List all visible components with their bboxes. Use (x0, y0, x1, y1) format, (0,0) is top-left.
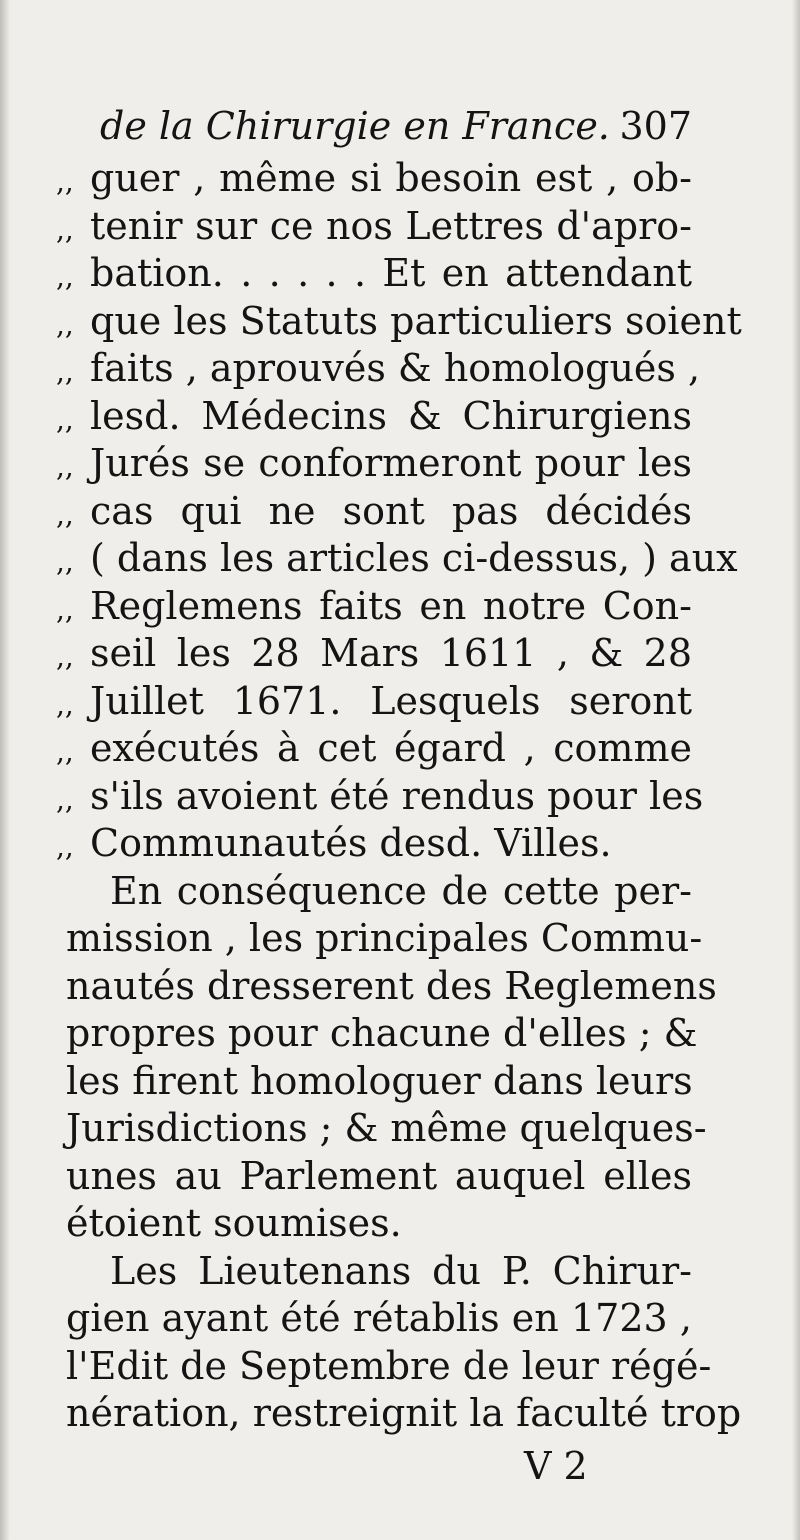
quote-mark: ,, (56, 402, 74, 436)
quoted-line (56, 820, 692, 868)
quoted-line-text: bation. . . . . . Et en attendant (90, 251, 692, 295)
quote-mark: ,, (56, 640, 74, 673)
paragraph-1-line (56, 1200, 692, 1248)
quoted-line (56, 535, 738, 583)
quoted-line-text: seil les 28 Mars 1611 , & 28 (90, 631, 692, 675)
paragraph-1-line (56, 1010, 698, 1058)
paragraph-line-text: unes au Parlement auquel elles (66, 1153, 692, 1198)
page-edge-left (0, 0, 10, 1540)
quote-mark: ,, (56, 830, 74, 863)
quoted-line (56, 393, 692, 441)
paragraph-1-line (56, 1105, 707, 1153)
quoted-line (56, 725, 692, 773)
quoted-line-text: Reglemens faits en notre Con- (90, 583, 692, 628)
quoted-line-text: cas qui ne sont pas décidés (90, 488, 692, 533)
text-block (56, 155, 742, 1438)
signature-mark: V 2 (524, 1444, 588, 1488)
paragraph-line-text: mission , les principales Commu- (66, 916, 703, 960)
paragraph-line-text: propres pour chacune d'elles ; & (66, 1011, 698, 1055)
paragraph-1-line (56, 963, 717, 1011)
paragraph-line-text: les firent homologuer dans leurs (66, 1058, 693, 1103)
paragraph-1-line (56, 868, 692, 916)
quoted-line (56, 583, 692, 631)
quoted-line (56, 440, 692, 488)
quote-mark: ,, (56, 497, 74, 531)
paragraph-1-line (56, 915, 703, 963)
paragraph-line-text: nération, restreignit la faculté trop (66, 1391, 742, 1435)
quote-mark: ,, (56, 545, 74, 578)
page-number: 307 (619, 104, 692, 148)
quoted-line (56, 678, 692, 726)
paragraph-line-text: étoient soumises. (66, 1201, 402, 1245)
quote-mark: ,, (56, 260, 74, 293)
quote-mark: ,, (56, 735, 74, 768)
quoted-line-text: tenir sur ce nos Lettres d'apro- (90, 203, 692, 248)
quote-mark: ,, (56, 307, 74, 341)
quoted-line-text: faits , aprouvés & homologués , (90, 346, 701, 390)
quote-mark: ,, (56, 212, 74, 246)
quote-mark: ,, (56, 355, 74, 388)
quoted-line-text: Juillet 1671. Lesquels seront (90, 678, 692, 723)
quoted-line (56, 155, 692, 203)
quoted-line-text: exécutés à cet égard , comme (90, 726, 692, 770)
paragraph-line-text: En conséquence de cette per- (110, 868, 692, 913)
quote-mark: ,, (56, 450, 74, 483)
paragraph-line-text: Jurisdictions ; & même quelques- (66, 1106, 707, 1150)
quoted-line (56, 345, 701, 393)
quoted-line-text: ( dans les articles ci-dessus, ) aux (90, 536, 738, 580)
paragraph-2-line (56, 1343, 712, 1391)
quoted-line (56, 488, 692, 536)
quoted-line-text: guer , même si besoin est , ob- (90, 156, 692, 200)
quoted-line-text: que les Statuts particuliers soient (90, 298, 742, 343)
quoted-line-text: s'ils avoient été rendus pour les (90, 773, 704, 818)
paragraph-line-text: gien ayant été rétablis en 1723 , (66, 1296, 692, 1340)
quoted-line (56, 630, 692, 678)
paragraph-line-text: Les Lieutenans du P. Chirur- (110, 1248, 692, 1293)
quote-mark: ,, (56, 592, 74, 626)
quote-mark: ,, (56, 687, 74, 721)
quoted-line-text: lesd. Médecins & Chirurgiens (90, 393, 692, 438)
page-header (100, 96, 692, 156)
quoted-line (56, 773, 704, 821)
paragraph-2-line (56, 1295, 692, 1343)
quoted-line (56, 298, 742, 346)
quoted-line-text: Communautés desd. Villes. (90, 821, 612, 865)
quote-mark: ,, (56, 165, 74, 198)
paragraph-1-line (56, 1153, 692, 1201)
page-edge-right (792, 0, 800, 1540)
paragraph-line-text: l'Edit de Septembre de leur régé- (66, 1343, 712, 1388)
paragraph-2-line (56, 1248, 692, 1296)
paragraph-2-line (56, 1390, 742, 1438)
paragraph-1-line (56, 1058, 692, 1106)
paragraph-line-text: nautés dresserent des Reglemens (66, 963, 717, 1008)
quote-mark: ,, (56, 782, 74, 816)
quoted-line-text: Jurés se conformeront pour les (90, 441, 692, 485)
quoted-line (56, 203, 692, 251)
running-head: de la Chirurgie en France. (100, 104, 610, 148)
quoted-line (56, 250, 692, 298)
